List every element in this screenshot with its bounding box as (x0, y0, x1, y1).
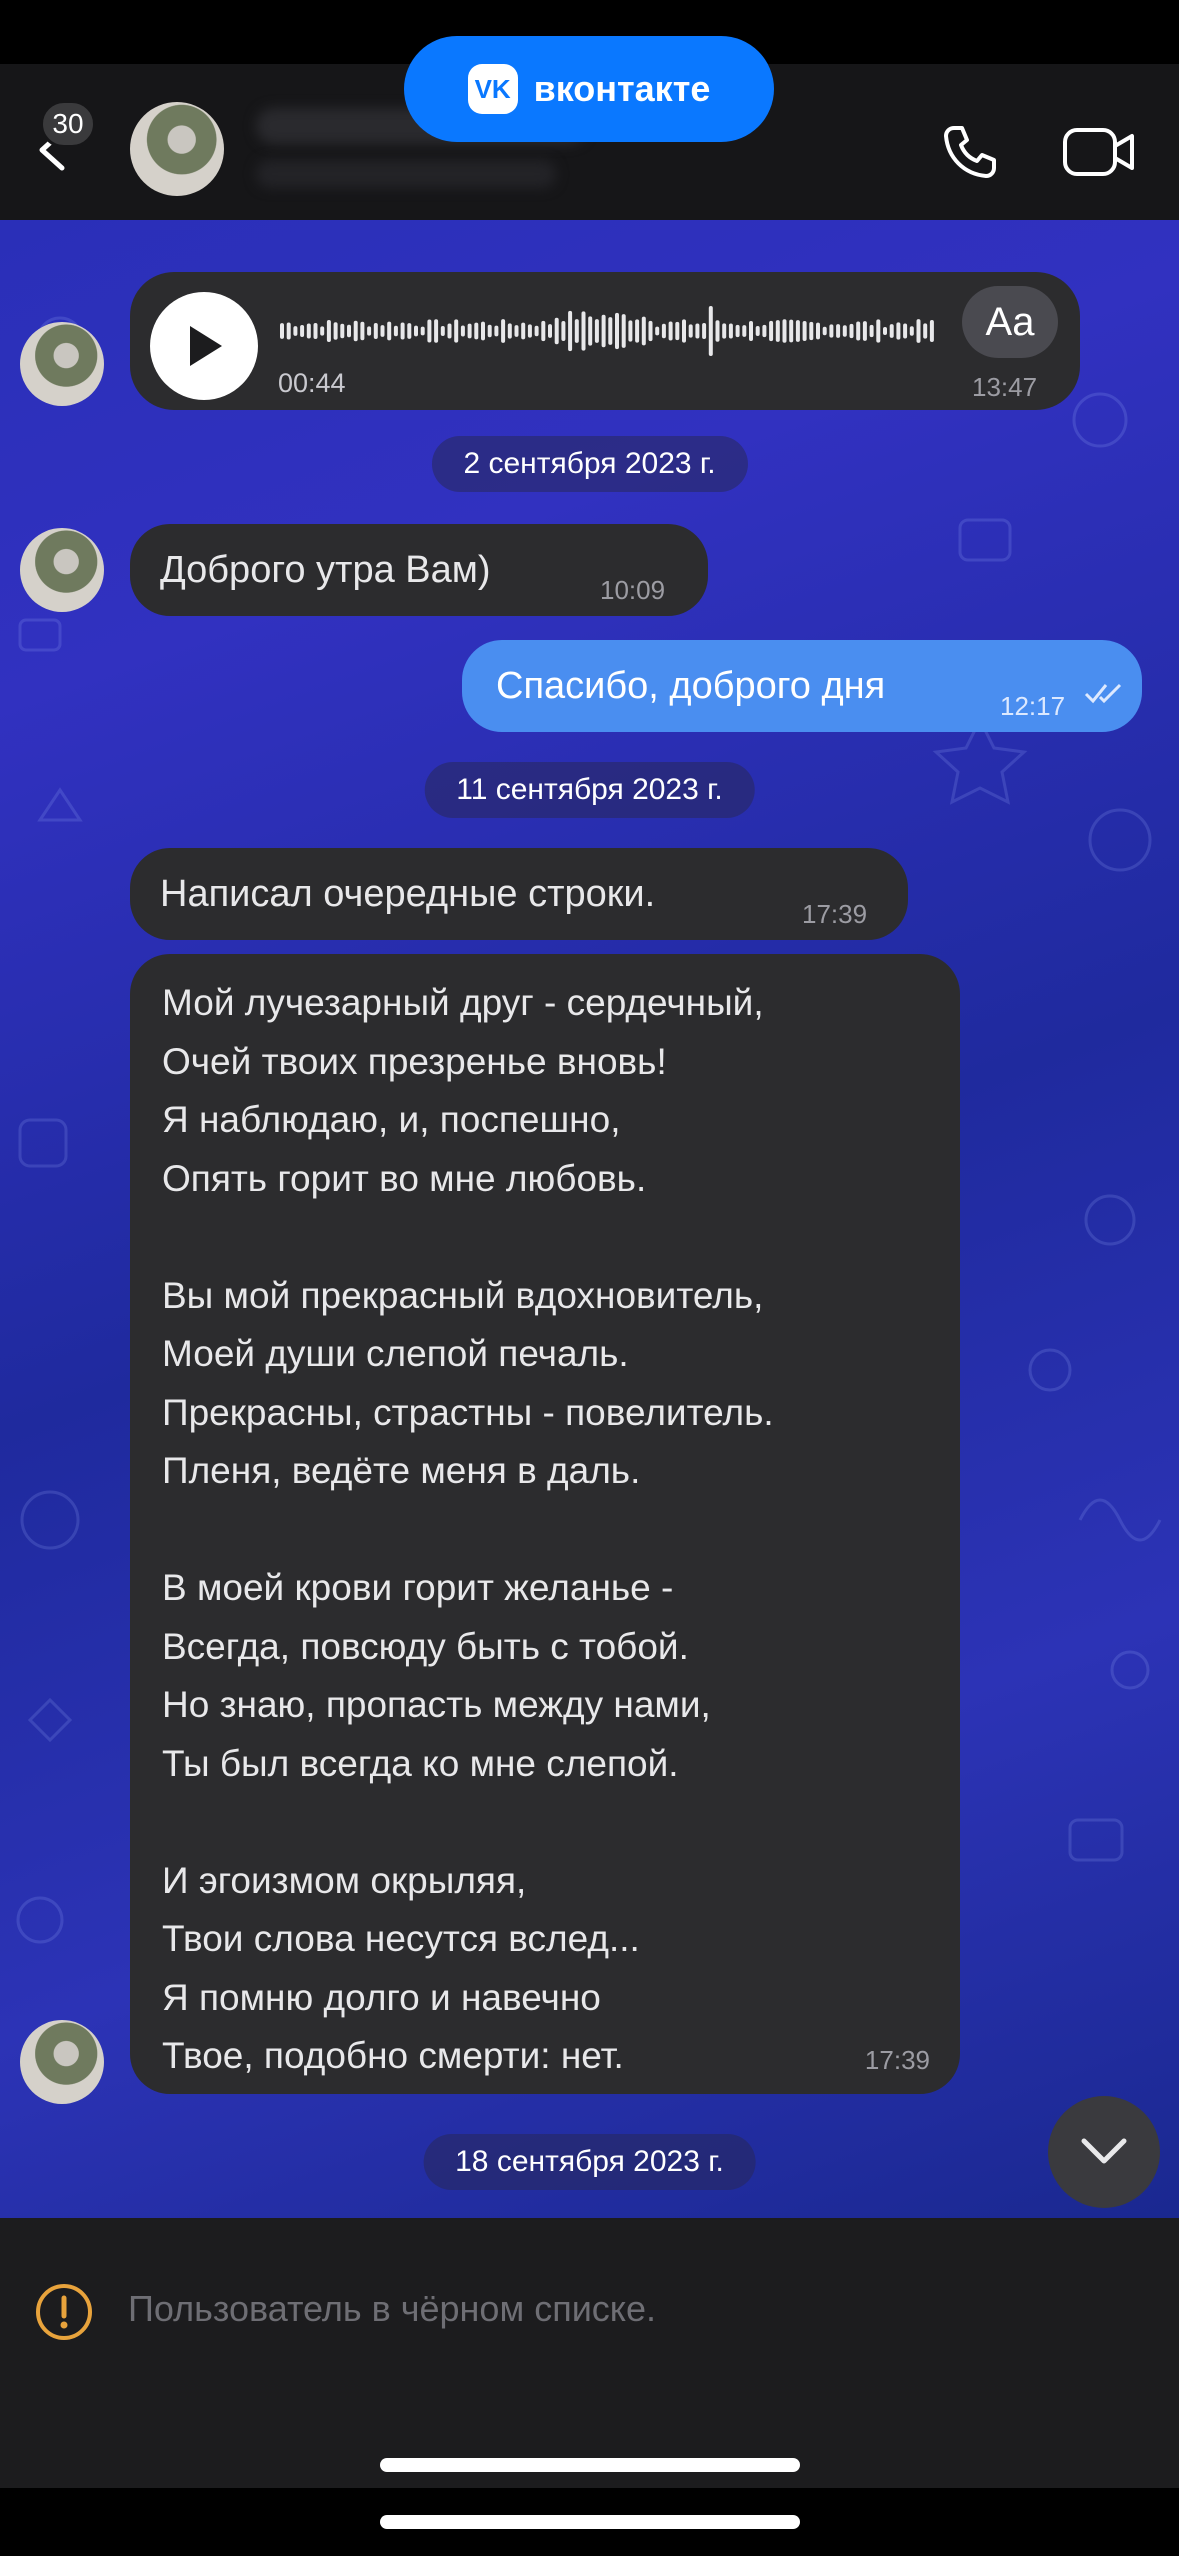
sender-avatar[interactable] (20, 528, 104, 612)
warning-icon (34, 2282, 94, 2342)
message-time: 12:17 (1000, 691, 1066, 721)
scroll-to-bottom-button[interactable] (1048, 2096, 1160, 2208)
home-indicator-secondary[interactable] (380, 2515, 800, 2529)
voice-message[interactable] (130, 272, 1080, 410)
message-text: Мой лучезарный друг - сердечный, Очей твоих презренье вновь! Я наблюдаю, и, поспешно, Опять горит во мне любовь. Вы мой прекрасный вдохновитель, Моей души слепой печаль. Прекрасны, страстны - повелитель. Пленя, ведёте меня в даль. В моей крови горит желанье - Всегда, повсюду быть с тобой. Но знаю, пропасть между нами, Ты был всегда ко мне слепой. И эгоизмом окрыляя, Твои слова несутся вслед... Я помню долго и навечно Твое, подобно смерти: нет. (162, 982, 774, 2076)
vk-banner[interactable] (404, 36, 774, 142)
incoming-message-poem[interactable] (130, 954, 960, 2094)
contact-avatar[interactable] (130, 102, 224, 196)
incoming-message[interactable] (130, 848, 908, 940)
phone-icon[interactable] (940, 122, 1000, 182)
message-text: Написал очередные строки. (160, 873, 656, 915)
sender-avatar[interactable] (20, 322, 104, 406)
blocked-user-notice: Пользователь в чёрном списке. (128, 2288, 656, 2329)
message-time: 10:09 (600, 575, 666, 605)
message-time: 17:39 (802, 899, 868, 929)
transcribe-button[interactable]: Aa (962, 286, 1058, 358)
voice-waveform[interactable] (278, 306, 1078, 356)
message-text: Доброго утра Вам) (160, 549, 491, 591)
play-icon (184, 324, 224, 368)
message-time: 17:39 (864, 2045, 930, 2075)
message-time: 13:47 (972, 372, 1038, 402)
date-separator: 11 сентября 2023 г. (424, 762, 755, 818)
read-checkmarks-icon (1084, 682, 1124, 704)
date-separator: 2 сентября 2023 г. (431, 436, 747, 492)
outgoing-message[interactable] (462, 640, 1142, 732)
home-indicator[interactable] (380, 2458, 800, 2472)
vk-logo-icon: VK (468, 64, 518, 114)
sender-avatar[interactable] (20, 2020, 104, 2104)
play-button[interactable] (150, 292, 258, 400)
incoming-message[interactable] (130, 524, 708, 616)
vk-banner-label: вконтакте (533, 68, 711, 109)
unread-badge: 30 (40, 100, 96, 148)
video-call-icon[interactable] (1062, 124, 1136, 180)
date-separator: 18 сентября 2023 г. (423, 2134, 756, 2190)
message-text: Спасибо, доброго дня (496, 665, 886, 707)
chat-area[interactable] (0, 220, 1179, 2218)
voice-duration: 00:44 (278, 368, 346, 398)
chevron-down-icon (1080, 2137, 1128, 2167)
contact-status-blurred (256, 160, 556, 188)
